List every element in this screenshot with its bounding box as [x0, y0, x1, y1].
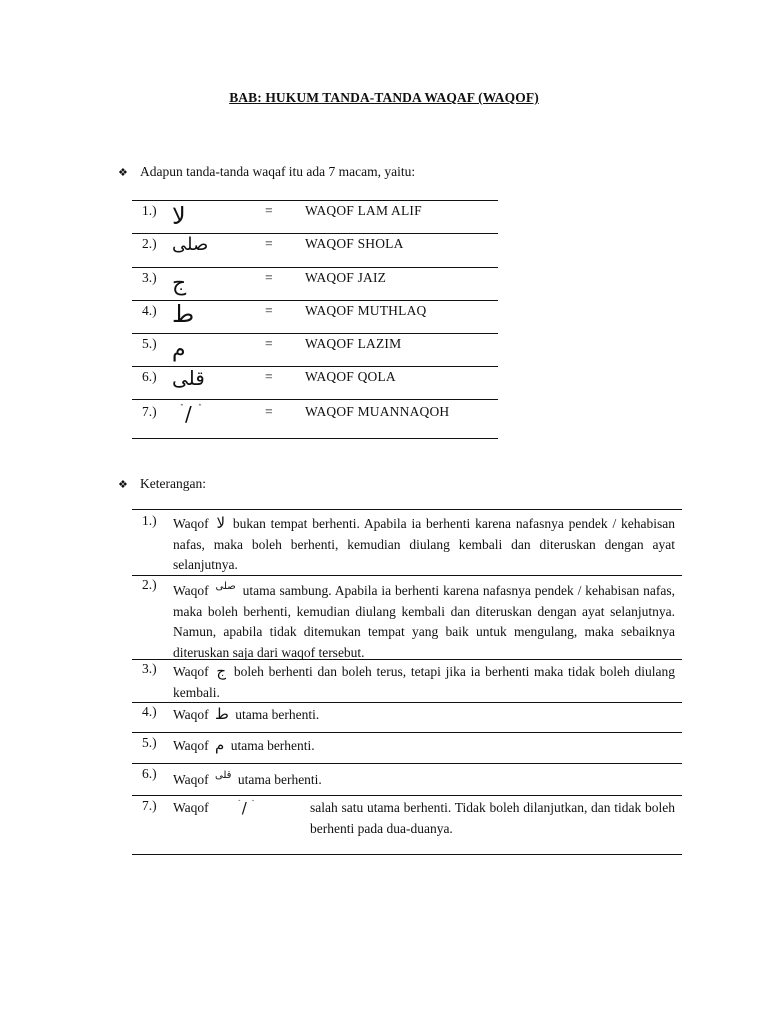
sign-number: 5.): [142, 336, 157, 351]
note-lead: Waqof: [173, 707, 209, 722]
sign-row: [132, 267, 498, 300]
sign-equals: =: [265, 236, 273, 251]
note-symbol: ط: [215, 705, 229, 723]
note-text-block: [173, 661, 675, 703]
note-lead: Waqof: [173, 800, 209, 815]
sign-row: [132, 399, 498, 438]
note-number: 2.): [142, 577, 157, 592]
note-lead: Waqof: [173, 772, 209, 787]
note-text-block: [173, 766, 675, 791]
sign-row: [132, 300, 498, 333]
sign-name: WAQOF JAIZ: [305, 270, 387, 285]
note-text-block: [173, 704, 675, 726]
sign-number: 7.): [142, 404, 157, 419]
note-text: utama berhenti.: [235, 707, 320, 722]
note-text: boleh berhenti dan boleh terus, tetapi jika ia berhenti maka tidak boleh diulang kembali.: [173, 664, 676, 700]
note-symbol: لا: [216, 514, 226, 532]
sign-name: WAQOF SHOLA: [305, 236, 404, 251]
sign-name: WAQOF MUANNAQOH: [305, 404, 450, 419]
diamond-bullet-icon: ❖: [118, 479, 128, 491]
sign-row: [132, 200, 498, 233]
sign-row: [132, 333, 498, 366]
sign-name: WAQOF LAZIM: [305, 336, 402, 351]
note-number: 5.): [142, 735, 157, 750]
sign-row: [132, 233, 498, 267]
diamond-bullet-icon: ❖: [118, 167, 128, 179]
sign-number: 3.): [142, 270, 157, 285]
note-text-block: [173, 577, 675, 663]
note-number: 3.): [142, 661, 157, 676]
intro-text: Adapun tanda-tanda waqaf itu ada 7 macam, yaitu:: [140, 164, 416, 179]
note-symbol: ج: [216, 662, 227, 680]
sign-equals: =: [265, 336, 273, 351]
note-symbol: قلى: [215, 770, 232, 781]
sign-symbol: ط: [172, 300, 195, 328]
sign-symbol: لا: [172, 202, 186, 230]
note-text: utama sambung. Apabila ia berhenti karena nafasnya pendek / kehabisan nafas, maka boleh berhenti, kemudian diulang kembali dan diteruskan dengan ayat selanjutnya. Namun, apabila tidak ditemukan tempat yang baik untuk mengulang, maka sebaiknya diteruskan saja dari waqof tersebut.: [173, 583, 676, 660]
note-text: utama berhenti.: [237, 772, 322, 787]
sign-number: 2.): [142, 236, 157, 251]
note-text: utama berhenti.: [230, 738, 315, 753]
note-text-block: [173, 735, 675, 757]
sign-equals: =: [265, 404, 273, 419]
note-symbol: صلى: [215, 581, 236, 592]
note-text: bukan tempat berhenti. Apabila ia berhenti karena nafasnya pendek / kehabisan nafas, maka boleh berhenti, kemudian diulang kembali dan diteruskan dengan ayat selanjutnya.: [173, 516, 676, 572]
page-title: BAB: HUKUM TANDA-TANDA WAQAF (WAQOF): [229, 90, 539, 105]
sign-equals: =: [265, 203, 273, 218]
sign-name: WAQOF MUTHLAQ: [305, 303, 427, 318]
sign-symbol: ج: [172, 271, 187, 296]
sign-name: WAQOF LAM ALIF: [305, 203, 422, 218]
sign-name: WAQOF QOLA: [305, 369, 396, 384]
note-lead: Waqof: [173, 738, 209, 753]
note-symbol: ۛ / ۛ: [238, 799, 252, 817]
note-number: 1.): [142, 513, 157, 528]
sign-number: 1.): [142, 203, 157, 218]
note-number: 7.): [142, 798, 157, 813]
sign-equals: =: [265, 270, 273, 285]
sign-number: 4.): [142, 303, 157, 318]
note-number: 6.): [142, 766, 157, 781]
note-text-block: [173, 513, 675, 576]
note-lead: Waqof: [173, 583, 209, 598]
note-lead: Waqof: [173, 516, 209, 531]
sign-symbol: ۛ / ۛ: [180, 402, 199, 426]
sign-symbol: قلى: [172, 366, 205, 390]
note-text: salah satu utama berhenti. Tidak boleh dilanjutkan, dan tidak boleh berhenti pada dua-duanya.: [310, 800, 675, 836]
sign-row: [132, 366, 498, 399]
note-number: 4.): [142, 704, 157, 719]
sign-number: 6.): [142, 369, 157, 384]
intro-bullet: [118, 164, 415, 180]
sign-equals: =: [265, 369, 273, 384]
sign-symbol: م: [172, 337, 186, 362]
notes-bullet: [118, 476, 206, 492]
sign-equals: =: [265, 303, 273, 318]
note-lead: Waqof: [173, 664, 209, 679]
note-symbol: م: [215, 736, 225, 754]
sign-symbol: صلى: [172, 234, 209, 255]
notes-heading: Keterangan:: [140, 476, 206, 491]
